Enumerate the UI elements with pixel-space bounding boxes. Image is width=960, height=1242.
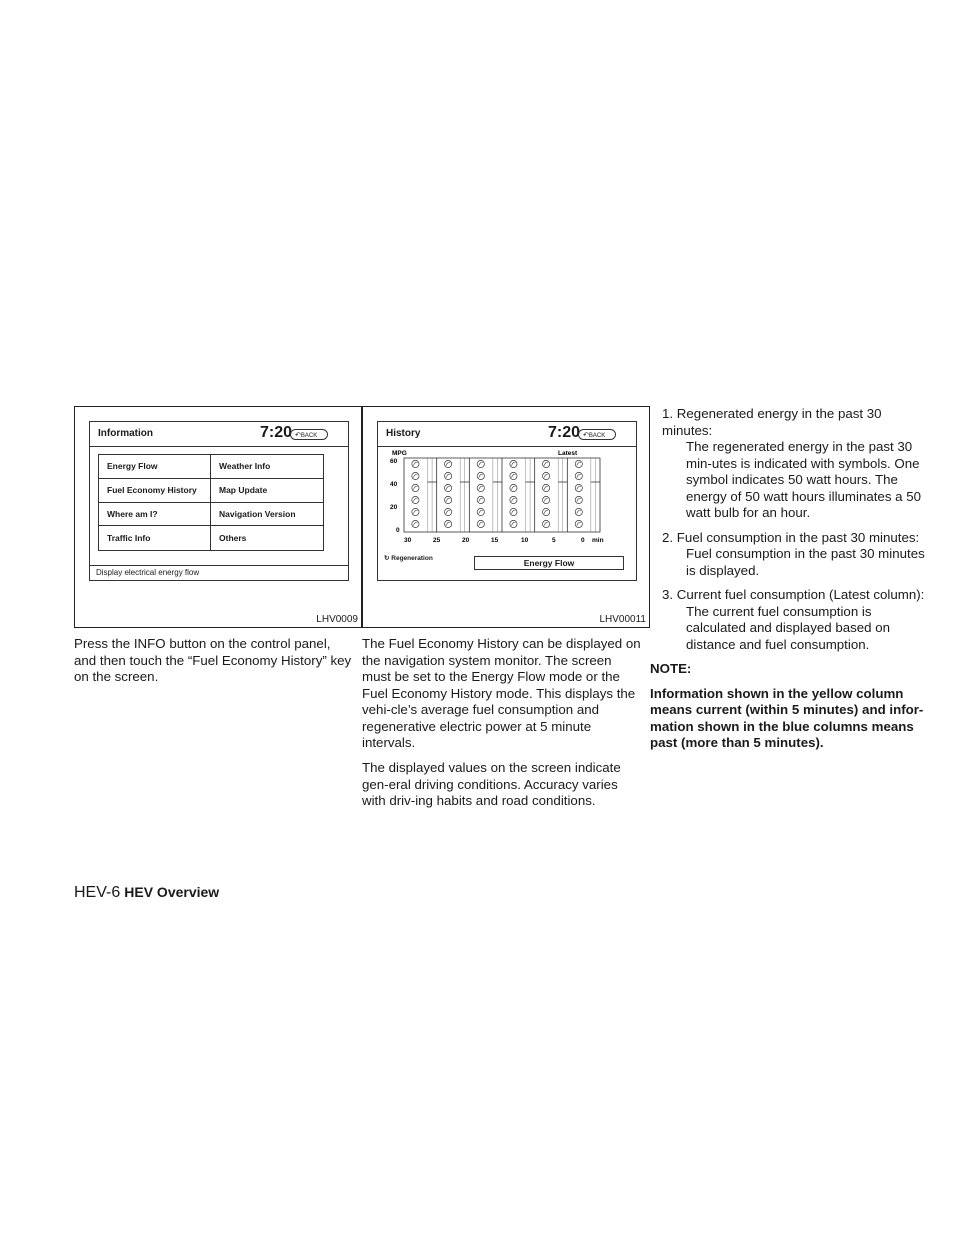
x-tick: 20 — [462, 537, 470, 544]
item-body: Fuel consumption in the past 30 minutes is displayed. — [686, 546, 925, 578]
regeneration-symbol — [412, 472, 419, 479]
figure-info-screen — [74, 406, 362, 628]
regeneration-symbol-leaf — [577, 474, 581, 477]
graph-columns — [404, 458, 600, 532]
info-screen — [89, 421, 349, 581]
x-tick: 0 — [581, 537, 585, 544]
x-tick: 25 — [433, 537, 441, 544]
y-tick: 60 — [390, 458, 398, 465]
menu-item[interactable]: Where am I? — [99, 503, 211, 527]
regeneration-symbol-leaf — [511, 486, 515, 489]
regeneration-symbol — [510, 460, 517, 467]
regeneration-symbol-leaf — [577, 462, 581, 465]
regeneration-symbol — [412, 520, 419, 527]
menu-item[interactable]: Map Update — [211, 479, 323, 503]
regeneration-text: Regeneration — [391, 555, 433, 562]
regeneration-symbol-leaf — [577, 522, 581, 525]
x-tick: 15 — [491, 537, 499, 544]
regeneration-symbol — [543, 484, 550, 491]
regeneration-symbol — [477, 520, 484, 527]
y-tick: 20 — [390, 504, 398, 511]
back-arrow-icon: ↶ — [295, 432, 301, 439]
clock: 7:20 — [260, 424, 293, 441]
item-number: 1. — [662, 406, 674, 421]
regeneration-symbol-leaf — [479, 498, 483, 501]
status-bar: Display electrical energy flow — [90, 565, 348, 580]
y-tick: 40 — [390, 481, 398, 488]
regeneration-symbol-leaf — [577, 498, 581, 501]
regeneration-symbol-leaf — [544, 522, 548, 525]
section-title: HEV Overview — [124, 884, 220, 900]
menu-item[interactable]: Fuel Economy History — [99, 479, 211, 503]
regeneration-symbol-leaf — [413, 474, 417, 477]
back-label: BACK — [588, 433, 606, 439]
regeneration-symbol — [575, 472, 582, 479]
back-button[interactable] — [290, 429, 328, 440]
list-item — [650, 406, 934, 522]
regeneration-symbol — [575, 484, 582, 491]
regeneration-symbol — [543, 472, 550, 479]
regeneration-symbol-leaf — [511, 522, 515, 525]
menu-item[interactable]: Navigation Version — [211, 503, 323, 527]
regeneration-symbol-leaf — [511, 510, 515, 513]
item-heading: Regenerated energy in the past 30 minutes: — [662, 406, 882, 438]
regeneration-symbol-leaf — [446, 474, 450, 477]
note-body: Information shown in the yellow column means current (within 5 minutes) and infor-mation shown in the blue columns means past (more than 5 minutes). — [650, 685, 924, 750]
item-body: The current fuel consumption is calculated and displayed based on distance and fuel consumption. — [686, 603, 891, 652]
column-1-text — [74, 636, 354, 694]
list-item — [650, 587, 934, 653]
back-label: BACK — [300, 433, 318, 439]
y-unit-label: MPG — [392, 450, 407, 457]
regeneration-symbol-leaf — [544, 462, 548, 465]
regeneration-symbol — [445, 496, 452, 503]
regeneration-symbol — [575, 508, 582, 515]
regeneration-symbol-leaf — [446, 498, 450, 501]
regeneration-label — [384, 554, 433, 562]
menu-item[interactable]: Others — [219, 533, 247, 544]
regeneration-symbol — [510, 472, 517, 479]
menu-item[interactable]: Traffic Info — [99, 526, 211, 550]
screen-title: History — [386, 428, 421, 439]
regeneration-symbol-leaf — [479, 510, 483, 513]
list-item — [650, 530, 934, 580]
page-footer — [74, 884, 219, 902]
regeneration-symbol — [510, 484, 517, 491]
regeneration-symbol-leaf — [479, 462, 483, 465]
regeneration-symbol-leaf — [446, 522, 450, 525]
regeneration-symbol — [445, 520, 452, 527]
back-arrow-icon: ↶ — [583, 432, 589, 439]
column-3-text — [650, 406, 934, 752]
history-graph — [378, 446, 636, 544]
menu-item[interactable]: Weather Info — [211, 455, 323, 479]
regeneration-symbol-leaf — [413, 510, 417, 513]
regeneration-symbol — [445, 484, 452, 491]
regeneration-symbol-leaf — [577, 510, 581, 513]
regeneration-symbol-leaf — [544, 486, 548, 489]
screen-header — [378, 422, 636, 447]
screen-header — [90, 422, 348, 447]
regeneration-symbol — [543, 520, 550, 527]
regeneration-symbol — [575, 496, 582, 503]
regeneration-symbol-leaf — [479, 486, 483, 489]
regeneration-symbol-leaf — [446, 510, 450, 513]
column-2-text — [362, 636, 642, 818]
regeneration-symbol-leaf — [544, 474, 548, 477]
latest-label: Latest — [558, 450, 578, 457]
regeneration-symbol — [412, 508, 419, 515]
x-tick: 10 — [521, 537, 529, 544]
regeneration-symbol-leaf — [511, 474, 515, 477]
regeneration-symbol — [510, 496, 517, 503]
clock: 7:20 — [548, 424, 581, 441]
regeneration-symbol-leaf — [413, 522, 417, 525]
item-number: 2. — [662, 529, 674, 545]
regeneration-symbol — [543, 460, 550, 467]
regeneration-symbol-leaf — [446, 462, 450, 465]
regeneration-symbol — [412, 496, 419, 503]
item-heading: Current fuel consumption (Latest column): — [676, 587, 925, 602]
regeneration-symbol-leaf — [511, 462, 515, 465]
regeneration-symbol — [445, 472, 452, 479]
energy-flow-button[interactable]: Energy Flow — [474, 556, 624, 570]
screen-title: Information — [98, 428, 153, 439]
regeneration-symbol-leaf — [446, 486, 450, 489]
regeneration-symbol — [477, 484, 484, 491]
note-heading: NOTE: — [650, 661, 692, 676]
page-number: HEV-6 — [74, 884, 121, 901]
item-heading: Fuel consumption in the past 30 minutes: — [676, 529, 920, 545]
regeneration-symbol-leaf — [511, 498, 515, 501]
x-tick: 5 — [552, 537, 556, 544]
regeneration-symbol — [412, 460, 419, 467]
paragraph: Press the INFO button on the control panel, and then touch the “Fuel Economy History” key on the screen. — [74, 636, 352, 684]
regeneration-symbol — [543, 496, 550, 503]
regeneration-symbol-leaf — [577, 486, 581, 489]
regeneration-symbol-leaf — [544, 498, 548, 501]
regeneration-symbol — [477, 508, 484, 515]
paragraph: The displayed values on the screen indicate gen-eral driving conditions. Accuracy varies with driv-ing habits and road conditions. — [362, 760, 621, 808]
regeneration-symbol-leaf — [544, 510, 548, 513]
menu-item[interactable]: Energy Flow — [99, 455, 211, 479]
regeneration-symbol — [412, 484, 419, 491]
regeneration-symbol — [477, 496, 484, 503]
back-button[interactable] — [578, 429, 616, 440]
regeneration-symbol-leaf — [479, 522, 483, 525]
regeneration-symbol — [575, 460, 582, 467]
paragraph: The Fuel Economy History can be displayed on the navigation system monitor. The screen must be set to the Energy Flow mode or the Fuel Economy History mode. This displays the vehi-cle’s average fuel consumption and regenerative electric power at 5 minute intervals. — [362, 636, 641, 750]
info-menu — [98, 454, 324, 551]
item-number: 3. — [662, 587, 674, 602]
y-tick: 0 — [396, 527, 400, 534]
regeneration-symbol-leaf — [413, 462, 417, 465]
figure-history-screen — [362, 406, 650, 628]
regeneration-symbol — [445, 508, 452, 515]
x-tick: 30 — [404, 537, 412, 544]
regeneration-symbol-leaf — [413, 498, 417, 501]
figure-code: LHV0009 — [316, 614, 358, 625]
regeneration-symbol — [477, 460, 484, 467]
item-body: The regenerated energy in the past 30 min-utes is indicated with symbols. One symbol indicates 50 watt hours. The energy of 50 watt hours illuminates a 50 watt bulb for an hour. — [686, 439, 922, 520]
x-unit-label: min — [592, 537, 604, 544]
regeneration-symbol-leaf — [479, 474, 483, 477]
figure-code: LHV00011 — [599, 614, 646, 625]
regeneration-symbol — [575, 520, 582, 527]
regeneration-symbol — [510, 520, 517, 527]
regeneration-symbol — [445, 460, 452, 467]
history-screen — [377, 421, 637, 581]
regeneration-symbol — [477, 472, 484, 479]
regeneration-icon: ↻ — [384, 555, 390, 562]
regeneration-symbol — [510, 508, 517, 515]
regeneration-symbol-leaf — [413, 486, 417, 489]
regeneration-symbol — [543, 508, 550, 515]
